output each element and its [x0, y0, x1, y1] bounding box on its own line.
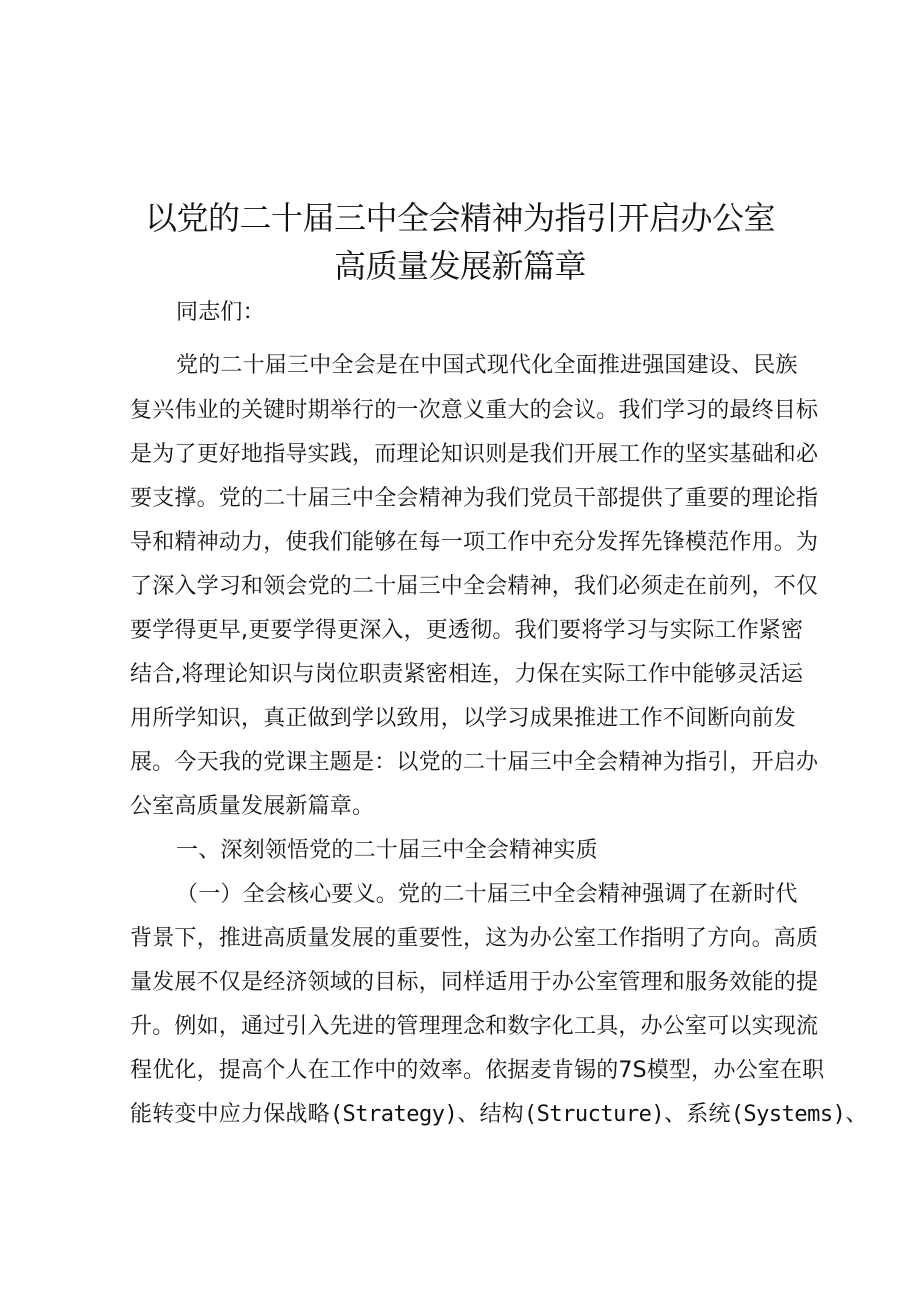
intro-line: 党的二十届三中全会是在中国式现代化全面推进强国建设、民族 [176, 353, 798, 378]
last-line-part-2: 、结构 [457, 1102, 524, 1127]
last-line-part-4: 、 [845, 1102, 868, 1127]
intro-line: 导和精神动力，使我们能够在每一项工作中充分发挥先锋模范作用。为 [130, 530, 819, 555]
intro-line: 要支撑。党的二十届三中全会精神为我们党员干部提供了重要的理论指 [130, 486, 819, 511]
intro-line: 要学得更早,更要学得更深入，更透彻。我们要将学习与实际工作紧密 [130, 618, 804, 643]
salutation: 同志们： [176, 300, 265, 325]
subsection-line: 背景下，推进高质量发展的重要性，这为办公室工作指明了方向。高质 [130, 926, 819, 951]
intro-line: 用所学知识，真正做到学以致用，以学习成果推进工作不间断向前发 [130, 706, 797, 731]
last-line-part-3: 、系统 [664, 1102, 731, 1127]
intro-line: 公室高质量发展新篇章。 [130, 794, 375, 819]
subsection-line: 升。例如，通过引入先进的管理理念和数字化工具，办公室可以实现流 [130, 1014, 819, 1039]
document-title-line-1: 以党的二十届三中全会精神为指引开启办公室 [144, 199, 775, 237]
document-title-line-2: 高质量发展新篇章 [333, 247, 586, 285]
term-systems: (Systems) [730, 1102, 846, 1127]
last-line-part-1: 能转变中应力保战略 [130, 1102, 330, 1127]
subsection-line: 程优化，提高个人在工作中的效率。依据麦肯锡的7S模型，办公室在职 [130, 1058, 825, 1083]
intro-line: 展。今天我的党课主题是：以党的二十届三中全会精神为指引，开启办 [130, 750, 819, 775]
term-strategy: (Strategy) [329, 1102, 458, 1127]
subsection-last-line [130, 1100, 868, 1130]
intro-line: 是为了更好地指导实践，而理论知识则是我们开展工作的坚实基础和必 [130, 442, 819, 467]
term-structure: (Structure) [523, 1102, 665, 1127]
subsection-line: 量发展不仅是经济领域的目标，同样适用于办公室管理和服务效能的提 [130, 970, 819, 995]
subsection-line: （一）全会核心要义。党的二十届三中全会精神强调了在新时代 [176, 882, 798, 907]
intro-line: 结合,将理论知识与岗位职责紧密相连，力保在实际工作中能够灵活运 [130, 662, 804, 687]
section-heading: 一、深刻领悟党的二十届三中全会精神实质 [176, 838, 598, 863]
intro-line: 复兴伟业的关键时期举行的一次意义重大的会议。我们学习的最终目标 [130, 398, 819, 423]
intro-line: 了深入学习和领会党的二十届三中全会精神，我们必须走在前列，不仅 [130, 574, 819, 599]
